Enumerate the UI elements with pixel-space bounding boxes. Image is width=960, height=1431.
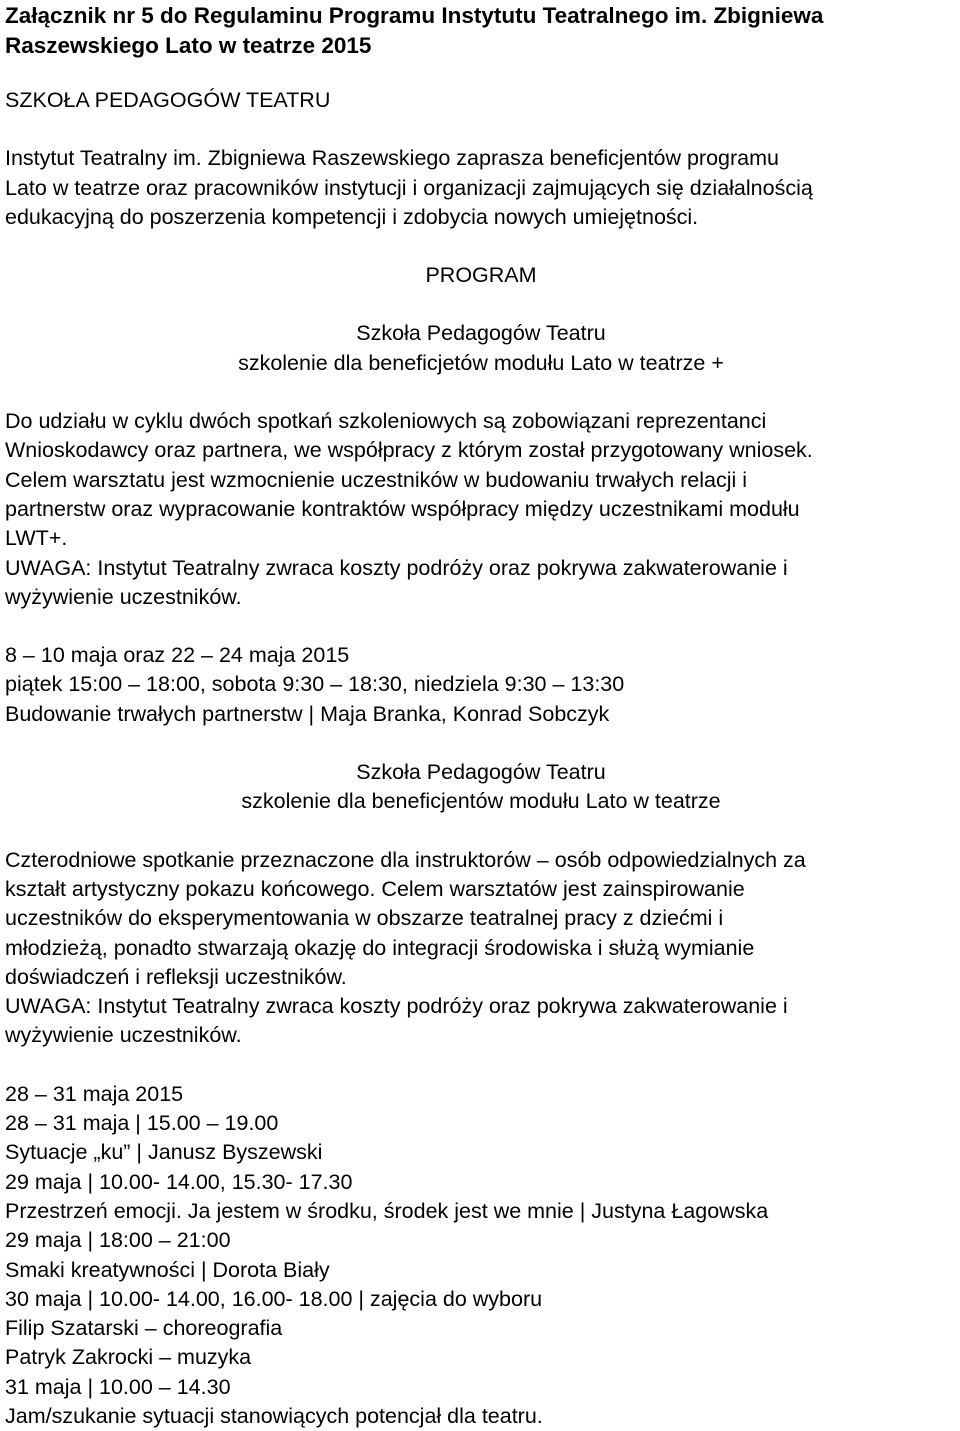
schedule-line: Jam/szukanie sytuacji stanowiących potencjał dla teatru.	[5, 1403, 543, 1428]
schedule-line: Sytuacje „ku” | Janusz Byszewski	[5, 1140, 323, 1165]
section2-header	[5, 758, 957, 817]
section1-subheading: szkolenie dla beneficjetów modułu Lato w teatrze +	[238, 350, 724, 375]
schedule-line: piątek 15:00 – 18:00, sobota 9:30 – 18:30, niedziela 9:30 – 13:30	[5, 672, 625, 697]
document-page	[5, 0, 957, 1431]
school-heading: SZKOŁA PEDAGOGÓW TEATRU	[5, 88, 331, 112]
schedule-line: Przestrzeń emocji. Ja jestem w środku, środek jest we mnie | Justyna Łagowska	[5, 1198, 769, 1223]
schedule-line: 29 maja | 18:00 – 21:00	[5, 1228, 231, 1253]
body-line: Do udziału w cyklu dwóch spotkań szkoleniowych są zobowiązani reprezentanci	[5, 409, 767, 434]
section1-body	[5, 407, 957, 612]
section2-heading: Szkoła Pedagogów Teatru	[356, 760, 606, 785]
section2-body	[5, 846, 957, 1051]
body-line: LWT+.	[5, 526, 68, 551]
notice-line: wyżywienie uczestników.	[5, 584, 242, 609]
body-line: młodzieżą, ponadto stwarzają okazję do integracji środowiska i służą wymianie	[5, 935, 755, 960]
body-line: uczestników do eksperymentowania w obszarze teatralnej pracy z dziećmi i	[5, 906, 724, 931]
intro-line: edukacyjną do poszerzenia kompetencji i zdobycia nowych umiejętności.	[5, 204, 699, 229]
intro-line: Instytut Teatralny im. Zbigniewa Raszewskiego zaprasza beneficjentów programu	[5, 146, 779, 171]
intro-paragraph	[5, 144, 957, 232]
schedule-line: 8 – 10 maja oraz 22 – 24 maja 2015	[5, 643, 350, 668]
body-line: Czterodniowe spotkanie przeznaczone dla instruktorów – osób odpowiedzialnych za	[5, 847, 806, 872]
title-line: Załącznik nr 5 do Regulaminu Programu Instytutu Teatralnego im. Zbigniewa	[5, 3, 824, 28]
body-line: doświadczeń i refleksji uczestników.	[5, 964, 347, 989]
notice-line: UWAGA: Instytut Teatralny zwraca koszty podróży oraz pokrywa zakwaterowanie i	[5, 994, 788, 1019]
body-line: Wnioskodawcy oraz partnera, we współpracy z którym został przygotowany wniosek.	[5, 438, 813, 463]
intro-line: Lato w teatrze oraz pracowników instytucji i organizacji zajmujących się działalnością	[5, 175, 813, 200]
body-line: Celem warsztatu jest wzmocnienie uczestników w budowaniu trwałych relacji i	[5, 467, 748, 492]
schedule-line: 28 – 31 maja 2015	[5, 1081, 184, 1106]
section2-subheading: szkolenie dla beneficjentów modułu Lato w teatrze	[241, 789, 721, 814]
section1-header	[5, 319, 957, 378]
notice-line: wyżywienie uczestników.	[5, 1023, 242, 1048]
title-line: Raszewskiego Lato w teatrze 2015	[5, 33, 372, 58]
schedule-line: 28 – 31 maja | 15.00 – 19.00	[5, 1111, 279, 1136]
section2-schedule	[5, 1080, 957, 1431]
program-heading: PROGRAM	[425, 263, 537, 288]
schedule-line: Patryk Zakrocki – muzyka	[5, 1345, 252, 1370]
schedule-line: 30 maja | 10.00- 14.00, 16.00- 18.00 | zajęcia do wyboru	[5, 1286, 543, 1311]
schedule-line: Filip Szatarski – choreografia	[5, 1316, 283, 1341]
document-title	[5, 0, 957, 60]
body-line: partnerstw oraz wypracowanie kontraktów współpracy między uczestnikami modułu	[5, 496, 800, 521]
schedule-line: 31 maja | 10.00 – 14.30	[5, 1374, 231, 1399]
schedule-line: Budowanie trwałych partnerstw | Maja Branka, Konrad Sobczyk	[5, 701, 610, 726]
section1-heading: Szkoła Pedagogów Teatru	[356, 321, 606, 346]
body-line: kształt artystyczny pokazu końcowego. Celem warsztatów jest zainspirowanie	[5, 876, 745, 901]
notice-line: UWAGA: Instytut Teatralny zwraca koszty podróży oraz pokrywa zakwaterowanie i	[5, 555, 788, 580]
schedule-line: Smaki kreatywności | Dorota Biały	[5, 1257, 330, 1282]
section1-schedule	[5, 641, 957, 729]
schedule-line: 29 maja | 10.00- 14.00, 15.30- 17.30	[5, 1169, 353, 1194]
